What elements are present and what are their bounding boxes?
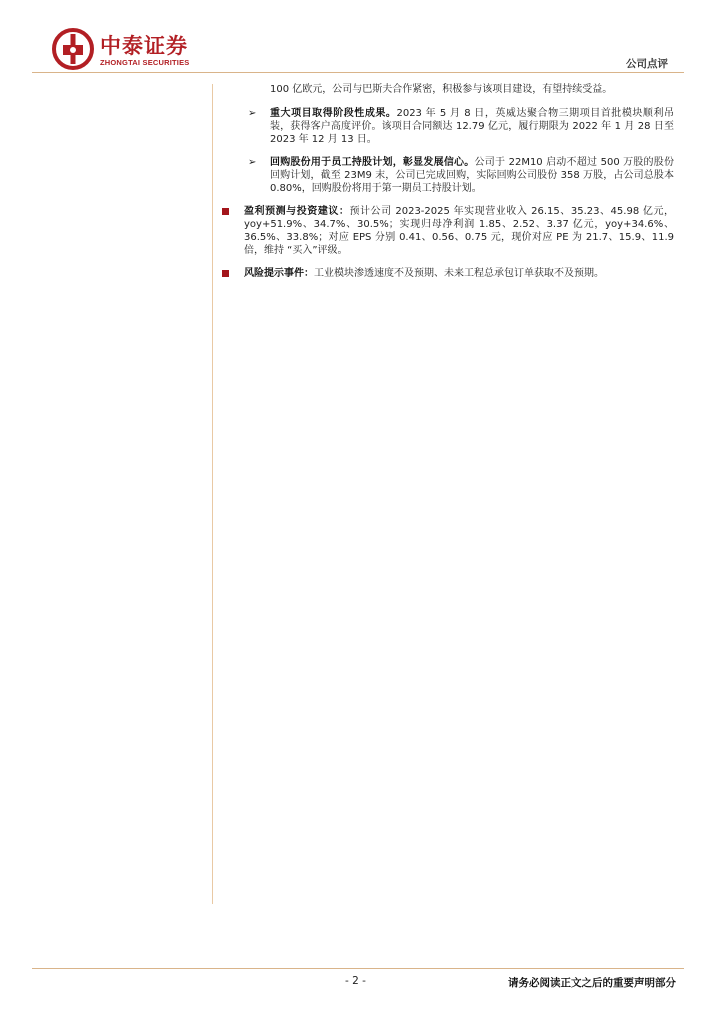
bullet-heading: 盈利预测与投资建议： [244,206,350,217]
sub-point [222,156,674,195]
logo-text-en: ZHONGTAI SECURITIES [100,58,190,67]
bullet-text: 工业模块渗透速度不及预期、未来工程总承包订单获取不及预期。 [314,268,604,279]
arrow-bullet-icon: ➢ [248,108,257,119]
company-logo [52,28,222,72]
footer-disclaimer: 请务必阅读正文之后的重要声明部分 [508,977,676,989]
report-body [222,83,674,290]
sub-point-heading: 回购股份用于员工持股计划，彰显发展信心。 [270,157,475,168]
sub-point-text: 公司于 22M10 启动不超过 500 万股的股份回购计划，截至 23M9 末，公司已完成回购，实际回购公司股份 358 万股，占公司总股本 0.80%，回购股份将用于第一期员工持股计划。 [270,157,674,194]
footer-divider [32,968,684,969]
header-divider [32,72,684,73]
bullet-text: 预计公司 2023-2025 年实现营业收入 26.15、35.23、45.98 亿元，yoy+51.9%、34.7%、30.5%；实现归母净利润 1.85、2.52、3.37 亿元，yoy+34.6%、36.5%、33.8%；对应 EPS 分别 0.41、0.56、0.75 元，现价对应 PE 为 21.7、15.9、11.9 倍，维持 “买入”评级。 [244,206,675,256]
report-type-label: 公司点评 [626,58,668,70]
arrow-bullet-icon: ➢ [248,157,257,168]
sub-point [222,107,674,146]
left-margin-rule [212,84,213,904]
continuation-text: 100 亿欧元，公司与巴斯夫合作紧密，积极参与该项目建设，有望持续受益。 [270,84,613,95]
square-bullet-icon [222,270,229,277]
zhongtai-logo-icon [52,28,94,70]
logo-text-cn: 中泰证券 [100,34,188,58]
bullet-item-forecast [222,205,674,257]
bullet-item-risk [222,267,674,280]
bullet-heading: 风险提示事件： [244,268,314,279]
sub-point-text: 2023 年 5 月 8 日，英威达聚合物三期项目首批模块顺利吊装，获得客户高度评价。该项目合同额达 12.79 亿元，履行期限为 2022 年 1 月 28 日至 2023 年 12 月 13 日。 [270,108,674,145]
square-bullet-icon [222,208,229,215]
page-number: - 2 - [345,975,366,987]
sub-point-heading: 重大项目取得阶段性成果。 [270,108,397,119]
